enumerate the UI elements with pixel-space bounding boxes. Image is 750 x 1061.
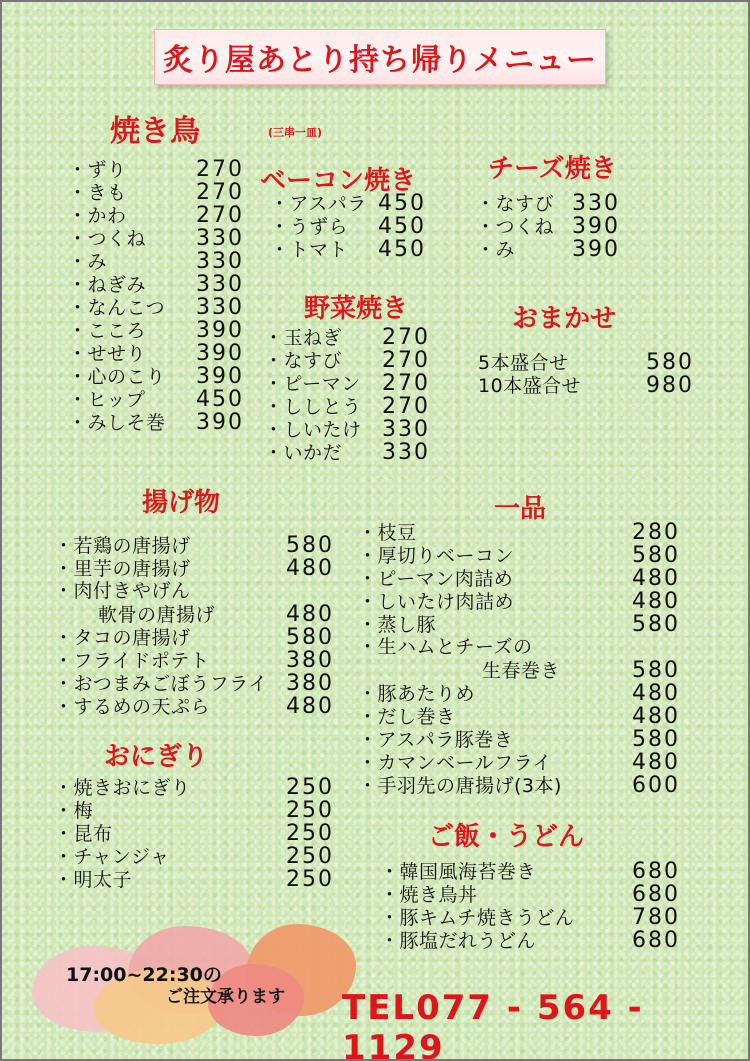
list-item: ・つくね 390 (476, 214, 620, 239)
list-item: ・しいたけ 330 (264, 417, 430, 442)
list-item: ・ししとう 270 (264, 394, 430, 419)
list-item: ・み 330 (68, 249, 244, 274)
hours-text: 17:00~22:30の (66, 964, 222, 986)
list-item: ・焼きおにぎり 250 (54, 775, 334, 800)
list-item: 軟骨の唐揚げ 480 (98, 602, 334, 627)
list-item: ・梅 250 (54, 798, 334, 823)
list-item: ・するめの天ぷら 480 (54, 694, 334, 719)
list-item: 10本盛合せ 980 (478, 373, 694, 398)
list-item: ・生ハムとチーズの (358, 636, 533, 658)
vegetable-list (264, 326, 430, 464)
list-item: ・里芋の唐揚げ 480 (54, 556, 334, 581)
section-heading-vegetable: 野菜焼き (304, 294, 409, 324)
telephone-number: TEL077 - 564 - 1129 (342, 988, 644, 1061)
section-heading-rice: ご飯・うどん (428, 822, 585, 852)
list-item: ・若鶏の唐揚げ 580 (54, 533, 334, 558)
list-item: ・豚塩だれうどん 680 (380, 928, 680, 953)
rice-list (380, 860, 680, 952)
bacon-list (270, 192, 426, 261)
section-heading-onigiri: おにぎり (104, 742, 209, 772)
list-item: ・ねぎみ 330 (68, 272, 244, 297)
list-item: ・なすび 330 (476, 191, 620, 216)
ippin-list (358, 521, 680, 797)
list-item: ・ヒップ 450 (68, 387, 244, 412)
list-item: ・蒸し豚 580 (358, 612, 680, 637)
list-item: ・チャンジャ 250 (54, 844, 334, 869)
list-item: ・アスパラ豚巻き 580 (358, 727, 680, 752)
section-heading-yakitori: 焼き鳥 (110, 114, 200, 149)
list-item: ・おつまみごぼうフライ 380 (54, 671, 334, 696)
onigiri-list (54, 776, 334, 891)
section-heading-bacon: ベーコン焼き (260, 166, 417, 196)
list-item: ・しいたけ肉詰め 480 (358, 589, 680, 614)
list-item: ・なすび 270 (264, 348, 430, 373)
list-item: ・韓国風海苔巻き 680 (380, 859, 680, 884)
list-item: ・焼き鳥丼 680 (380, 882, 680, 907)
cheese-list (476, 192, 620, 261)
list-item: ・タコの唐揚げ 580 (54, 625, 334, 650)
yakitori-note: (三串一皿) (268, 126, 323, 139)
list-item: ・アスパラ 450 (270, 191, 426, 216)
list-item: 5本盛合せ 580 (478, 350, 694, 375)
list-item: ・玉ねぎ 270 (264, 325, 430, 350)
fried-list (54, 534, 334, 718)
order-text: ご注文承ります (166, 987, 285, 1007)
section-heading-ippin: 一品 (494, 494, 547, 524)
list-item: ・フライドポテト 380 (54, 648, 334, 673)
list-item: ・カマンベールフライ 480 (358, 750, 680, 775)
list-item: ・だし巻き 480 (358, 704, 680, 729)
list-item: ・豚あたりめ 480 (358, 681, 680, 706)
list-item: ・こころ 390 (68, 318, 244, 343)
list-item: ・明太子 250 (54, 867, 334, 892)
section-heading-cheese: チーズ焼き (488, 154, 617, 184)
list-item: ・かわ 270 (68, 203, 244, 228)
list-item: ・枝豆 280 (358, 520, 680, 545)
list-item: ・豚キムチ焼きうどん 780 (380, 905, 680, 930)
yakitori-list (68, 158, 244, 434)
list-item: ・心のこり 390 (68, 364, 244, 389)
list-item: 生春巻き 580 (482, 658, 680, 683)
list-item: ・いかだ 330 (264, 440, 430, 465)
list-item: ・手羽先の唐揚げ(3本) 600 (358, 773, 680, 798)
list-item: ・みしそ巻 390 (68, 410, 244, 435)
list-item: ・トマト 450 (270, 237, 426, 262)
list-item: ・ピーマン肉詰め 480 (358, 566, 680, 591)
list-item: ・ずり 270 (68, 157, 244, 182)
list-item: ・きも 270 (68, 180, 244, 205)
list-item: ・肉付きやげん (54, 580, 191, 602)
page-title: 炙り屋あとり持ち帰りメニュー (163, 43, 597, 78)
list-item: ・み 390 (476, 237, 620, 262)
list-item: ・厚切りベーコン 580 (358, 543, 680, 568)
section-heading-fried: 揚げ物 (142, 488, 221, 518)
omakase-list (478, 351, 694, 397)
list-item: ・なんこつ 330 (68, 295, 244, 320)
list-item: ・せせり 390 (68, 341, 244, 366)
title-banner (154, 29, 606, 85)
list-item: ・ピーマン 270 (264, 371, 430, 396)
section-heading-omakase: おまかせ (512, 304, 617, 334)
list-item: ・昆布 250 (54, 821, 334, 846)
list-item: ・うずら 450 (270, 214, 426, 239)
list-item: ・つくね 330 (68, 226, 244, 251)
